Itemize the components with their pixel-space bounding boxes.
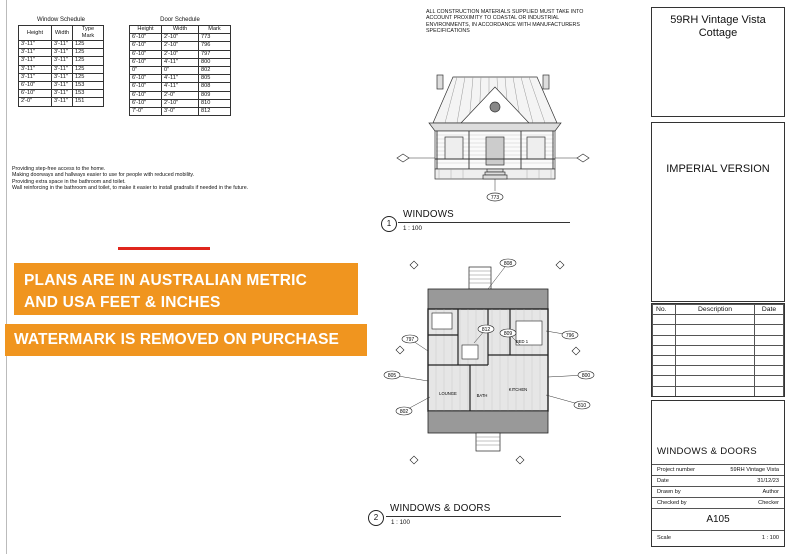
window-schedule-row [19,49,104,57]
view-1-title: WINDOWS [403,209,454,220]
door-tag [578,371,594,379]
info-row-scale [652,530,784,545]
view-1-scale: 1 : 100 [403,225,422,232]
door-schedule-table [129,17,231,116]
door-schedule-cell: 2'-10" [162,42,199,50]
revision-row [653,325,784,335]
door-schedule-cell: 6'-10" [130,83,162,91]
door-tag-label: 812 [481,326,491,333]
info-key: Drawn by [657,489,681,495]
version-label: IMPERIAL VERSION [666,163,770,175]
door-tag [402,335,418,343]
window-schedule-cell: 3'-11" [52,65,73,73]
door-schedule-cell: 7'-0" [130,107,162,115]
room-label: LOUNGE [439,391,457,396]
window-schedule-header: Height [19,26,52,41]
window-schedule-cell: 3'-11" [52,49,73,57]
door-schedule-cell: 810 [199,99,231,107]
door-schedule-cell: 6'-10" [130,58,162,66]
door-schedule-cell: 2'-10" [162,50,199,58]
accessibility-notes [12,166,248,191]
revision-cell [676,325,755,335]
info-value: Author [762,489,779,495]
revision-cell [755,355,784,365]
note-line: Wall reinforcing in the bathroom and toilet, to make it easier to install gradrails if needed in the future. [12,184,249,191]
door-tag-label: 800 [581,372,591,379]
revision-cell [755,335,784,345]
window-schedule-cell: 3'-11" [19,57,52,65]
door-tag [500,259,516,267]
revision-cell [676,366,755,376]
window-schedule-cell: 125 [73,49,104,57]
room-label: BED 1 [515,339,529,344]
revision-header: Date [755,305,784,315]
revision-cell [653,376,676,386]
door-schedule-cell: 6'-10" [130,42,162,50]
red-highlight-mark [118,247,210,250]
window-schedule-row [19,73,104,81]
window-tag-marker [556,261,564,269]
door-schedule-title: Door Schedule [160,17,200,23]
door-tag [384,371,400,379]
window-schedule-cell: 3'-11" [52,57,73,65]
project-title: 59RH Vintage Vista Cottage [670,14,766,39]
revision-cell [653,325,676,335]
revision-cell [755,345,784,355]
sheet-name: WINDOWS & DOORS [657,446,757,457]
door-tag-label: 808 [503,260,513,267]
door-schedule-cell: 4'-11" [162,75,199,83]
view-1-rule [398,222,570,223]
window-tag-marker [396,346,404,354]
title-block-project [651,7,785,117]
window-schedule-cell: 3'-11" [19,73,52,81]
window-schedule-header: Width [52,26,73,41]
window-schedule-row [19,57,104,65]
door-tag-label: 805 [387,372,397,379]
front-elevation-drawing [395,65,595,205]
door-schedule-cell: 2'-0" [162,91,199,99]
window-schedule-cell: 125 [73,73,104,81]
watermark-banner [5,324,367,356]
door-schedule-cell: 6'-10" [130,50,162,58]
view-2-scale: 1 : 100 [391,519,410,526]
elevation-door-tag: 773 [490,195,500,201]
door-schedule-cell: 802 [199,66,231,74]
door-schedule-cell: 3'-0" [162,107,199,115]
scale-value: 1 : 100 [761,535,779,541]
sheet-number-row [652,508,784,531]
revision-row [653,366,784,376]
window-schedule-row [19,90,104,98]
door-schedule-cell: 796 [199,42,231,50]
revision-cell [676,386,755,396]
window-schedule-cell: 3'-11" [19,65,52,73]
revision-cell [755,315,784,325]
revision-table [652,304,784,397]
window-schedule-title: Window Schedule [36,17,86,23]
room-label: KITCHEN [508,387,528,392]
metric-imperial-banner [14,263,358,315]
revision-cell [653,315,676,325]
revision-row [653,345,784,355]
door-schedule-cell: 6'-10" [130,34,162,42]
banner-line-2: AND USA FEET & INCHES [24,294,221,311]
window-schedule-cell: 3'-11" [52,41,73,49]
view-2-rule [386,516,561,517]
revision-cell [653,345,676,355]
window-schedule-header: Type Mark [73,26,104,41]
door-schedule-cell: 6'-10" [130,75,162,83]
revision-cell [755,366,784,376]
note-line: Providing step-free access to the home. [12,166,106,172]
revision-cell [676,376,755,386]
door-tag [574,401,590,409]
door-tag-label: 809 [503,330,513,337]
revision-header: Description [676,305,755,315]
door-tag-label: 810 [577,402,587,409]
window-tag-marker [572,347,580,355]
revision-cell [676,345,755,355]
door-schedule-cell: 773 [199,34,231,42]
window-schedule-cell: 3'-11" [52,90,73,98]
floor-plan-drawing [370,255,610,470]
door-schedule-row [130,34,231,42]
door-schedule-cell: 2'-10" [162,34,199,42]
door-tag [500,329,516,337]
window-schedule-cell: 6'-10" [19,81,52,89]
door-schedule-cell: 812 [199,107,231,115]
window-schedule-cell: 3'-11" [19,41,52,49]
door-schedule-header: Mark [199,26,231,34]
info-value: Checker [758,500,779,506]
revision-cell [755,376,784,386]
materials-note: ALL CONSTRUCTION MATERIALS SUPPLIED MUST TAKE INTO ACCOUNT PROXIMITY TO COASTAL OR INDUSTRIAL ENVIRONMENTS, IN ACCORDANCE WITH MANUFACTURERS SPECIFICATIONS [426,9,584,35]
note-line: Making doorways and hallways easier to use for people with reduced mobility. [12,172,195,179]
door-tag-label: 802 [399,408,409,415]
view-1-number: 1 [381,216,397,232]
revision-cell [755,325,784,335]
revision-cell [653,366,676,376]
window-schedule-row [19,41,104,49]
door-schedule-cell: 805 [199,75,231,83]
door-schedule-row [130,107,231,115]
window-schedule-table [18,17,104,107]
window-schedule-cell: 2'-0" [19,98,52,106]
revision-row [653,376,784,386]
revision-cell [676,335,755,345]
window-schedule-row [19,81,104,89]
title-block-sheet-info [651,400,785,547]
door-schedule-row [130,99,231,107]
revision-row [653,335,784,345]
room-label: BATH [476,393,488,398]
note-line: Providing extra space in the bathroom and toilet. [12,178,126,185]
door-schedule-row [130,75,231,83]
banner-line-3: WATERMARK IS REMOVED ON PURCHASE [14,331,339,348]
window-schedule-cell: 125 [73,41,104,49]
window-tag-marker [410,456,418,464]
door-schedule-row [130,42,231,50]
window-schedule-row [19,98,104,106]
view-2-number: 2 [368,510,384,526]
door-schedule-header: Height [130,26,162,34]
view-2-title: WINDOWS & DOORS [390,503,491,514]
door-schedule-cell: 4'-11" [162,83,199,91]
info-key: Checked by [657,500,687,506]
revision-table-box [651,303,785,397]
info-value: 31/12/23 [757,478,779,484]
sheet-number: A105 [706,514,730,525]
info-key: Date [657,478,669,484]
revision-row [653,315,784,325]
info-key: Project number [657,467,695,473]
window-schedule-cell: 3'-11" [52,73,73,81]
door-tag-label: 796 [565,332,575,339]
window-schedule-cell: 3'-11" [52,98,73,106]
window-schedule-cell: 153 [73,90,104,98]
revision-cell [653,386,676,396]
door-tag [478,325,494,333]
revision-cell [755,386,784,396]
door-schedule-cell: 0" [162,66,199,74]
window-schedule-cell: 6'-10" [19,90,52,98]
door-schedule-row [130,91,231,99]
revision-header: No. [653,305,676,315]
door-schedule-row [130,66,231,74]
revision-cell [653,335,676,345]
door-tag-label: 797 [405,336,415,343]
door-schedule-cell: 809 [199,91,231,99]
door-schedule-row [130,58,231,66]
revision-cell [676,355,755,365]
banner-line-1: PLANS ARE IN AUSTRALIAN METRIC [24,272,307,289]
door-schedule-cell: 6'-10" [130,99,162,107]
info-value: 59RH Vintage Vista [730,467,779,473]
door-tag [396,407,412,415]
window-tag-marker [516,456,524,464]
window-schedule-cell: 125 [73,57,104,65]
window-schedule-cell: 125 [73,65,104,73]
door-schedule-cell: 808 [199,83,231,91]
revision-cell [653,355,676,365]
window-schedule-cell: 153 [73,81,104,89]
window-schedule-cell: 3'-11" [19,49,52,57]
door-schedule-header: Width [162,26,199,34]
revision-row [653,386,784,396]
door-schedule-cell: 2'-10" [162,99,199,107]
revision-cell [676,315,755,325]
revision-row [653,355,784,365]
door-schedule-cell: 800 [199,58,231,66]
window-schedule-cell: 151 [73,98,104,106]
door-tag [562,331,578,339]
door-schedule-cell: 6'-10" [130,91,162,99]
title-block-version [651,122,785,302]
door-schedule-row [130,83,231,91]
window-schedule-row [19,65,104,73]
door-schedule-cell: 0" [130,66,162,74]
door-schedule-cell: 797 [199,50,231,58]
door-schedule-cell: 4'-11" [162,58,199,66]
window-schedule-cell: 3'-11" [52,81,73,89]
door-schedule-row [130,50,231,58]
scale-key: Scale [657,535,671,541]
window-tag-marker [410,261,418,269]
sheet-border [6,0,7,554]
